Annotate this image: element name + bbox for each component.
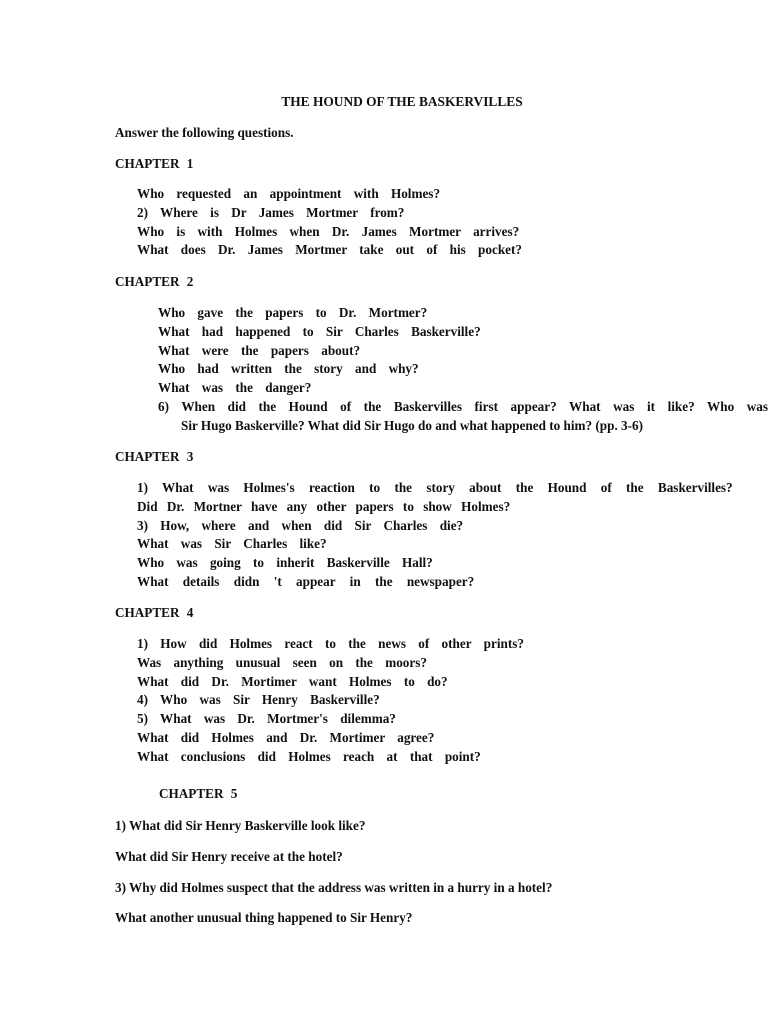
question-item: What does Dr. James Mortmer take out of his pocket? [137, 242, 523, 258]
question-item: 3) How, where and when did Sir Charles die? [137, 517, 464, 533]
chapter-4-questions [137, 635, 524, 767]
question-item: Who was going to inherit Baskerville Hall? [137, 555, 433, 571]
question-line-1: 6) When did the Hound of the Baskervilles first appear? What was it like? Who was [158, 399, 768, 414]
question-item: 1) What did Sir Henry Baskerville look like? [115, 818, 366, 833]
question-item: What conclusions did Holmes reach at that point? [137, 748, 481, 764]
question-item: What details didn 't appear in the newspaper? [137, 573, 475, 589]
question-item: What was the danger? [158, 380, 312, 396]
question-item: 1) How did Holmes react to the news of other prints? [137, 636, 524, 651]
question-item: What was Sir Charles like? [137, 536, 327, 552]
question-item: Who is with Holmes when Dr. James Mortmer arrives? [137, 223, 520, 239]
question-item: What did Holmes and Dr. Mortimer agree? [137, 729, 435, 745]
question-item: 4) Who was Sir Henry Baskerville? [137, 692, 380, 708]
chapter-1-heading: CHAPTER 1 [115, 156, 194, 171]
question-item: Who gave the papers to Dr. Mortmer? [158, 305, 428, 320]
question-item: What were the papers about? [158, 342, 361, 358]
question-item: Did Dr. Mortner have any other papers to show Holmes? [137, 498, 511, 514]
chapter-5-heading: CHAPTER 5 [159, 786, 238, 801]
chapter-1-questions [137, 185, 522, 260]
question-line-2: Sir Hugo Baskerville? What did Sir Hugo do and what happened to him? (pp. 3-6) [181, 417, 644, 433]
question-item-multiline [158, 398, 768, 436]
question-item: Who had written the story and why? [158, 361, 419, 377]
chapter-2-heading: CHAPTER 2 [115, 274, 194, 289]
document-title: THE HOUND OF THE BASKERVILLES [281, 94, 523, 109]
question-item: 1) What was Holmes's reaction to the story about the Hound of the Baskervilles? [137, 480, 733, 495]
question-item: Was anything unusual seen on the moors? [137, 654, 427, 670]
instructions-text: Answer the following questions. [115, 125, 294, 140]
question-item: 3) Why did Holmes suspect that the address was written in a hurry in a hotel? [115, 880, 553, 895]
chapter-2-questions [158, 304, 481, 398]
question-item: What another unusual thing happened to Sir Henry? [115, 910, 413, 925]
chapter-3-heading: CHAPTER 3 [115, 449, 194, 464]
question-item: What did Sir Henry receive at the hotel? [115, 849, 343, 864]
question-item: What did Dr. Mortimer want Holmes to do? [137, 673, 448, 689]
question-item: Who requested an appointment with Holmes? [137, 186, 441, 201]
question-item: What had happened to Sir Charles Baskerville? [158, 323, 481, 339]
question-item: 2) Where is Dr James Mortmer from? [137, 204, 405, 220]
chapter-4-heading: CHAPTER 4 [115, 605, 194, 620]
question-item: 5) What was Dr. Mortmer's dilemma? [137, 711, 396, 727]
chapter-3-questions [137, 479, 733, 592]
